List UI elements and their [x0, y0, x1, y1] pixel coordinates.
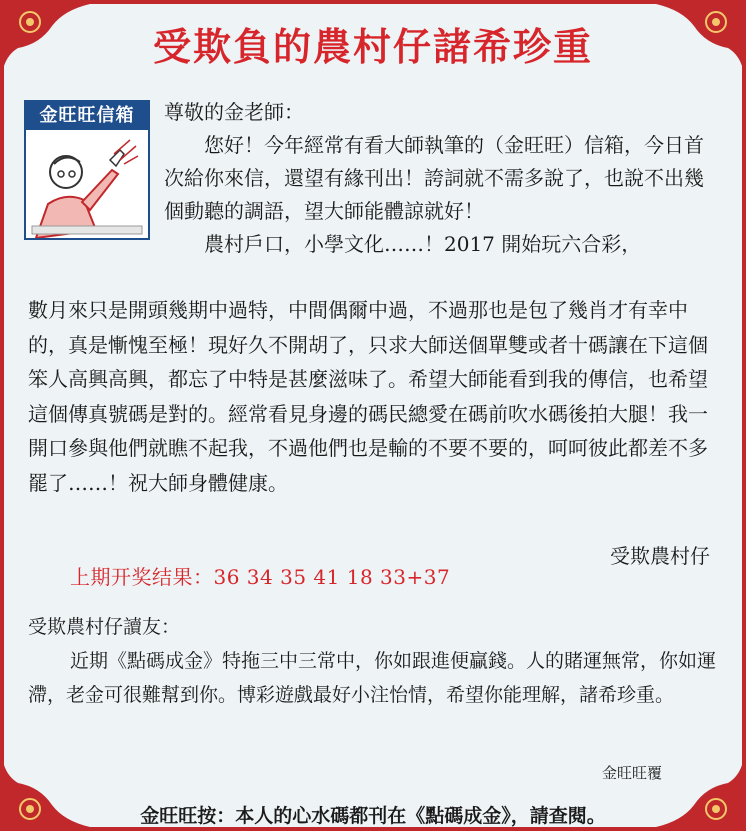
letter-body: 數月來只是開頭幾期中過特，中間偶爾中過，不過那也是包了幾肖才有幸中的，真是慚愧至極！現好久不開胡了，只求大師送個單雙或者十碼讓在下這個笨人高興高興，都忘了中特是甚麼滋味了。希望大師能看到我的傳信，也希望這個傳真號碼是對的。經常看見身邊的碼民總愛在碼前吹水碼後拍大腿！我一開口參與他們就瞧不起我，不過他們也是輸的不要不要的，呵呵彼此都差不多罷了……！祝大師身體健康。: [28, 298, 708, 495]
footer-note: 金旺旺按：本人的心水碼都刊在《點碼成金》，請查閱。: [140, 805, 606, 827]
reply-body: 近期《點碼成金》特拖三中三常中，你如跟進便贏錢。人的賭運無常，你如運滯，老金可很難幫到你。博彩遊戲最好小注怡情，希望你能理解，諸希珍重。: [28, 650, 717, 706]
mailbox-label: 金旺旺信箱: [26, 102, 148, 130]
reply-section: [28, 610, 720, 712]
reply-signature: 金旺旺覆: [601, 764, 662, 782]
writer-illustration-icon: [26, 130, 148, 238]
letter-signature: 受欺農村仔: [610, 544, 710, 568]
letter-intro: 您好！今年經常有看大師執筆的（金旺旺）信箱，今日首次給你來信，還望有緣刊出！誇詞就不需多說了，也說不出幾個動聽的調語，望大師能體諒就好！: [164, 133, 704, 223]
mailbox-badge: [24, 100, 150, 240]
draw-result: 上期开奖结果：36 34 35 41 18 33+37: [70, 565, 451, 589]
letter-opening: [164, 96, 720, 261]
reply-salutation: 受欺農村仔讀友：: [28, 616, 181, 638]
letter-salutation: 尊敬的金老師：: [164, 100, 304, 124]
letter-paragraph-start: 農村戶口，小學文化……！2017 開始玩六合彩，: [204, 232, 642, 256]
page-title: 受欺負的農村仔諸希珍重: [152, 25, 593, 69]
